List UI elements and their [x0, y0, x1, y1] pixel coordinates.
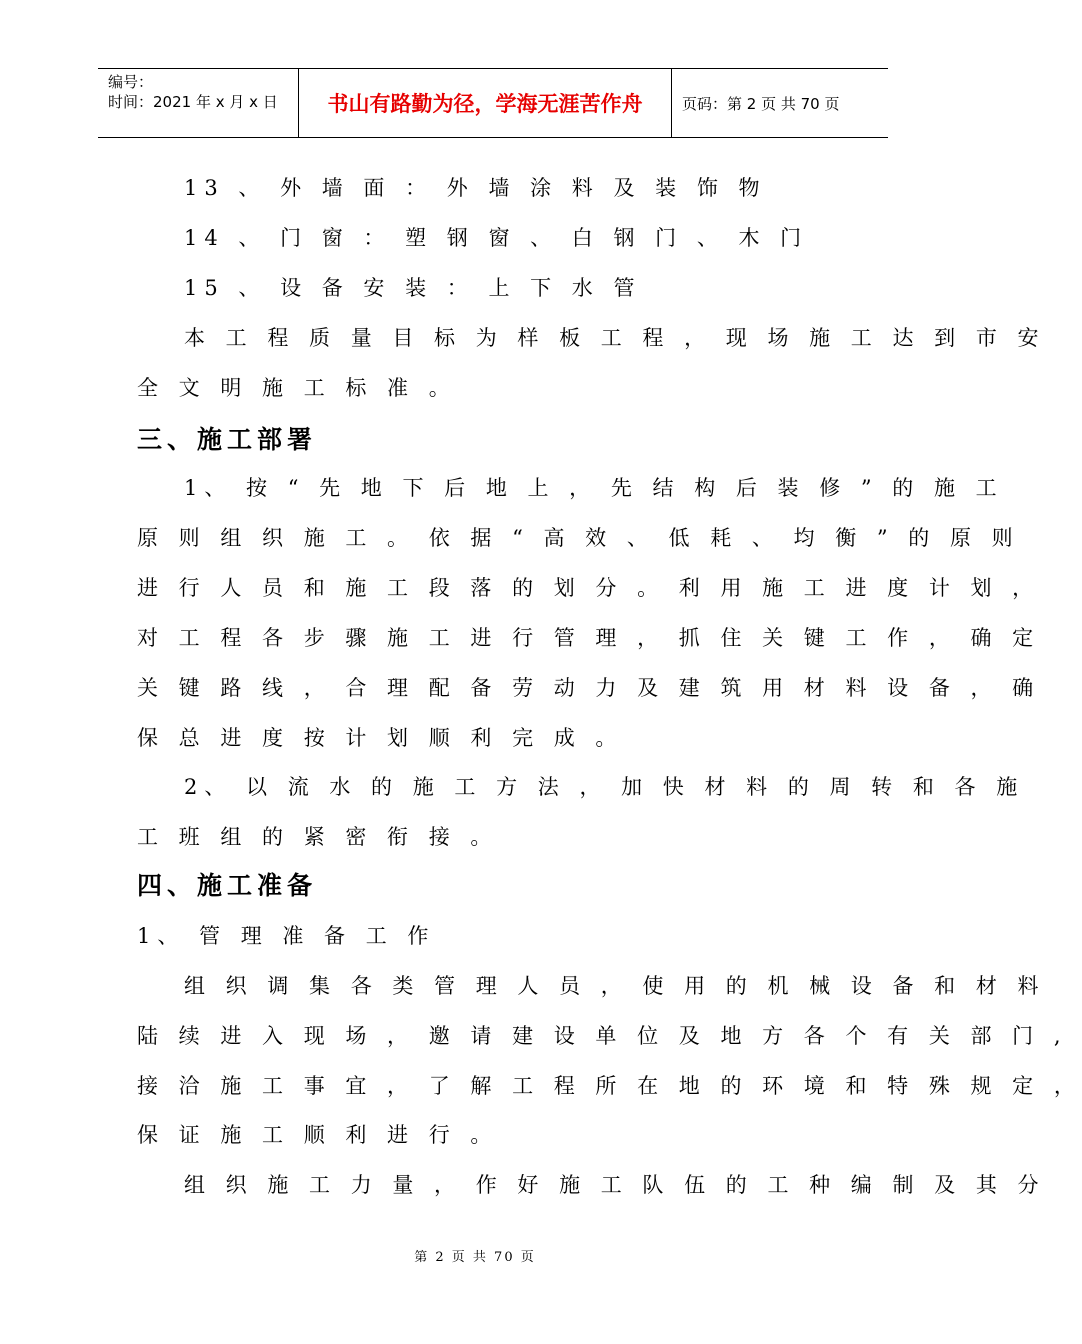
header-meta-cell [98, 69, 299, 137]
subsection-heading: 1、 管 理 准 备 工 作 [137, 924, 436, 948]
header-motto: 书山有路勤为径，学海无涯苦作舟 [327, 92, 643, 116]
body-line: 组 织 调 集 各 类 管 理 人 员 ， 使 用 的 机 械 设 备 和 材 料 [184, 974, 1046, 998]
body-line: 13 、 外 墙 面 ： 外 墙 涂 料 及 装 饰 物 [184, 176, 767, 200]
body-line: 2、 以 流 水 的 施 工 方 法 ， 加 快 材 料 的 周 转 和 各 施 [184, 775, 1025, 799]
section-heading: 三、施工部署 [137, 425, 318, 454]
body-line: 组 织 施 工 力 量 ， 作 好 施 工 队 伍 的 工 种 编 制 及 其 分 [184, 1173, 1046, 1197]
body-line: 接 洽 施 工 事 宜 ， 了 解 工 程 所 在 地 的 环 境 和 特 殊 规 定 ， [137, 1074, 1082, 1098]
header-page-info: 页码：第 2 页 共 70 页 [682, 94, 840, 113]
body-line: 进 行 人 员 和 施 工 段 落 的 划 分 。 利 用 施 工 进 度 计 划 ， [137, 576, 1041, 600]
body-line: 本 工 程 质 量 目 标 为 样 板 工 程 ， 现 场 施 工 达 到 市 安 [184, 326, 1046, 350]
document-number-label: 编号： [108, 73, 154, 91]
body-line: 关 键 路 线 ， 合 理 配 备 劳 动 力 及 建 筑 用 材 料 设 备 ， 确 [137, 676, 1041, 700]
body-line: 15 、 设 备 安 装 ： 上 下 水 管 [184, 276, 642, 300]
body-line: 保 总 进 度 按 计 划 顺 利 完 成 。 [137, 726, 624, 750]
body-line: 全 文 明 施 工 标 准 。 [137, 376, 457, 400]
body-line: 工 班 组 的 紧 密 衔 接 。 [137, 825, 499, 849]
body-line: 保 证 施 工 顺 利 进 行 。 [137, 1123, 499, 1147]
body-line: 14 、 门 窗 ： 塑 钢 窗 、 白 钢 门 、 木 门 [184, 226, 809, 250]
section-heading: 四、施工准备 [137, 871, 318, 900]
header-motto-cell [299, 69, 672, 137]
body-line: 陆 续 进 入 现 场 ， 邀 请 建 设 单 位 及 地 方 各 个 有 关 部 门 , [137, 1024, 1068, 1048]
body-line: 1、 按 “ 先 地 下 后 地 上 ， 先 结 构 后 装 修 ” 的 施 工 [184, 476, 1004, 500]
page-header [98, 68, 888, 138]
page-footer: 第 2 页 共 70 页 [414, 1250, 536, 1265]
body-line: 对 工 程 各 步 骤 施 工 进 行 管 理 ， 抓 住 关 键 工 作 ， 确 定 [137, 626, 1041, 650]
document-time-label: 时间：2021 年 x 月 x 日 [108, 93, 278, 111]
body-line: 原 则 组 织 施 工 。 依 据 “ 高 效 、 低 耗 、 均 衡 ” 的 原 则 [137, 526, 1020, 550]
header-page-cell [672, 69, 888, 137]
